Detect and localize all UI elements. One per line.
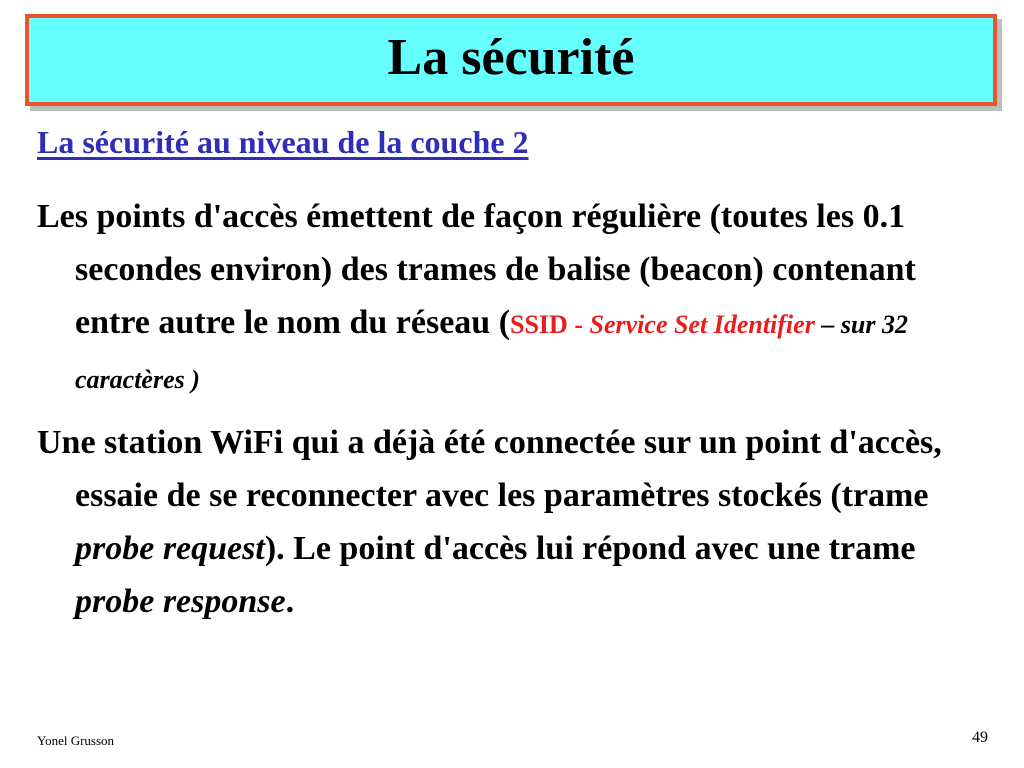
page-number: 49 [972,729,988,746]
ssid-label: SSID [510,310,568,339]
slide-title: La sécurité [387,29,635,86]
title-box [25,14,997,106]
slide-subtitle: La sécurité au niveau de la couche 2 [37,124,529,160]
probe-request-term: probe request [75,530,265,567]
paragraph-probe-text-1: Une station WiFi qui a déjà été connectée sur un point d'accès, essaie de se reconnecter avec les paramètres stockés (trame [37,424,942,514]
paragraph-probe [37,416,997,628]
paragraph-beacon [37,190,997,406]
ssid-dash: - [567,310,590,339]
paragraph-probe-text-3: . [285,583,295,620]
ssid-expansion: Service Set Identifier [589,310,815,339]
footer-author: Yonel Grusson [37,733,115,748]
ssid-length-note: – sur 32 caractères ) [75,310,909,394]
probe-response-term: probe response [75,583,286,620]
paragraph-beacon-text: Les points d'accès émettent de façon régulière (toutes les 0.1 secondes environ) des trames de balise (beacon) contenant entre autre le nom du réseau ( [37,198,916,341]
paragraph-probe-text-2: ). Le point d'accès lui répond avec une trame [264,530,916,567]
